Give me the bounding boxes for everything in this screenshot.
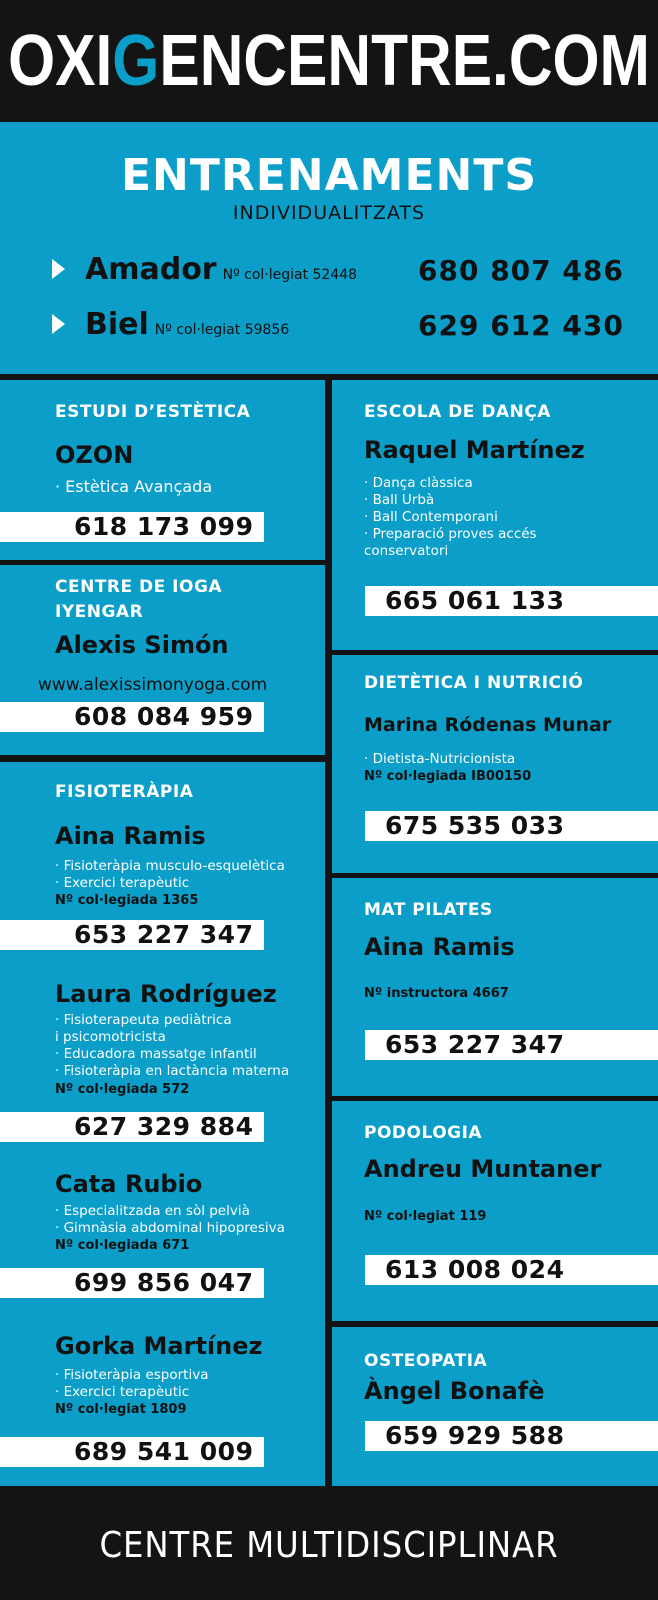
category-label-line2: IYENGAR bbox=[55, 602, 144, 622]
website-link[interactable]: www.alexissimonyoga.com bbox=[38, 675, 268, 695]
phone-number[interactable]: 699 856 047 bbox=[74, 1268, 254, 1297]
category-label: MAT PILATES bbox=[364, 900, 493, 920]
service-detail: · Exercici terapèutic bbox=[55, 1384, 190, 1400]
category-label: OSTEOPATIA bbox=[364, 1351, 488, 1371]
registration-number: Nº col·legiat 119 bbox=[364, 1209, 487, 1224]
trainer-row bbox=[52, 252, 357, 286]
section-osteopatia bbox=[332, 1327, 658, 1486]
section-podologia bbox=[332, 1101, 658, 1321]
phone-bar bbox=[0, 1112, 264, 1142]
phone-bar bbox=[365, 586, 658, 616]
service-detail: · Estètica Avançada bbox=[55, 477, 213, 496]
phone-number[interactable]: 659 929 588 bbox=[385, 1421, 565, 1450]
phone-number[interactable]: 665 061 133 bbox=[385, 586, 565, 615]
category-label: ESCOLA DE DANÇA bbox=[364, 402, 551, 422]
logo-prefix: OXI bbox=[8, 21, 113, 101]
phone-number[interactable]: 627 329 884 bbox=[74, 1112, 254, 1141]
phone-number[interactable]: 653 227 347 bbox=[385, 1030, 565, 1059]
trainer-registration: Nº col·legiat 52448 bbox=[222, 267, 358, 283]
service-detail: · Educadora massatge infantil bbox=[55, 1046, 257, 1062]
phone-bar bbox=[0, 512, 264, 542]
registration-number: Nº instructora 4667 bbox=[364, 986, 509, 1001]
section-pilates bbox=[332, 878, 658, 1096]
provider-name: Cata Rubio bbox=[55, 1170, 203, 1198]
category-label: DIETÈTICA I NUTRICIÓ bbox=[364, 673, 584, 693]
provider-name: Alexis Simón bbox=[55, 631, 229, 659]
provider-name: Gorka Martínez bbox=[55, 1332, 263, 1360]
service-detail: · Dança clàssica bbox=[364, 475, 473, 491]
provider-name: Aina Ramis bbox=[364, 933, 515, 961]
provider-name: Andreu Muntaner bbox=[364, 1155, 602, 1183]
registration-number: Nº col·legiada 671 bbox=[55, 1238, 190, 1253]
service-detail: · Fisioteràpia en lactància materna bbox=[55, 1063, 290, 1079]
registration-number: Nº col·legiada 1365 bbox=[55, 893, 199, 908]
trainer-phone[interactable]: 629 612 430 bbox=[418, 309, 624, 342]
registration-number: Nº col·legiat 1809 bbox=[55, 1402, 187, 1417]
arrow-right-icon bbox=[52, 314, 65, 334]
phone-number[interactable]: 608 084 959 bbox=[74, 702, 254, 731]
category-label: FISIOTERÀPIA bbox=[55, 782, 194, 802]
provider-name: Marina Ródenas Munar bbox=[364, 714, 612, 736]
service-detail: · Especialitzada en sòl pelvià bbox=[55, 1203, 250, 1219]
trainer-name: Amador bbox=[85, 252, 217, 287]
category-label: ESTUDI D’ESTÈTICA bbox=[55, 402, 251, 422]
trainer-row bbox=[52, 307, 289, 341]
section-dietetica bbox=[332, 655, 658, 873]
phone-number[interactable]: 613 008 024 bbox=[385, 1255, 565, 1284]
provider-name: OZON bbox=[55, 441, 134, 469]
phone-bar bbox=[0, 1437, 264, 1467]
phone-number[interactable]: 653 227 347 bbox=[74, 920, 254, 949]
provider-name: Aina Ramis bbox=[55, 822, 206, 850]
header bbox=[0, 0, 658, 122]
section-fisioterapia bbox=[0, 762, 325, 1486]
phone-bar bbox=[365, 1030, 658, 1060]
phone-number[interactable]: 618 173 099 bbox=[74, 512, 254, 541]
phone-bar bbox=[0, 1268, 264, 1298]
service-detail: · Ball Contemporani bbox=[364, 509, 498, 525]
phone-bar bbox=[0, 702, 264, 732]
phone-bar bbox=[365, 1255, 658, 1285]
trainer-registration: Nº col·legiat 59856 bbox=[154, 322, 290, 338]
phone-bar bbox=[0, 920, 264, 950]
service-detail: · Gimnàsia abdominal hipopresiva bbox=[55, 1220, 285, 1236]
registration-number: Nº col·legiada IB00150 bbox=[364, 769, 532, 784]
logo-g: G bbox=[112, 21, 160, 101]
phone-bar bbox=[365, 1421, 658, 1451]
training-title: ENTRENAMENTS bbox=[120, 150, 538, 201]
service-detail: · Fisioterapeuta pediàtrica bbox=[55, 1012, 232, 1028]
footer bbox=[0, 1490, 658, 1600]
provider-name: Raquel Martínez bbox=[364, 436, 585, 464]
section-estetica bbox=[0, 380, 325, 560]
service-detail: · Dietista-Nutricionista bbox=[364, 751, 516, 767]
trainer-phone[interactable]: 680 807 486 bbox=[418, 254, 624, 287]
category-label: CENTRE DE IOGA bbox=[55, 577, 223, 597]
logo-suffix: ENCENTRE.COM bbox=[159, 21, 650, 101]
training-subtitle: INDIVIDUALITZATS bbox=[232, 202, 426, 224]
phone-number[interactable]: 689 541 009 bbox=[74, 1437, 254, 1466]
arrow-right-icon bbox=[52, 259, 65, 279]
service-detail: · Exercici terapèutic bbox=[55, 875, 190, 891]
provider-name: Àngel Bonafè bbox=[364, 1377, 545, 1405]
trainer-name: Biel bbox=[85, 307, 149, 342]
section-ioga bbox=[0, 565, 325, 755]
category-label: PODOLOGIA bbox=[364, 1123, 483, 1143]
training-panel bbox=[0, 122, 658, 374]
section-danca bbox=[332, 380, 658, 650]
phone-bar bbox=[365, 811, 658, 841]
service-detail: · Preparació proves accés bbox=[364, 526, 537, 542]
service-detail: conservatori bbox=[364, 543, 449, 559]
service-detail: i psicomotricista bbox=[55, 1029, 166, 1045]
footer-text: CENTRE MULTIDISCIPLINAR bbox=[99, 1524, 559, 1566]
provider-name: Laura Rodríguez bbox=[55, 980, 277, 1008]
service-detail: · Fisioteràpia musculo-esquelètica bbox=[55, 858, 285, 874]
service-detail: · Fisioteràpia esportiva bbox=[55, 1367, 209, 1383]
service-detail: · Ball Urbà bbox=[364, 492, 435, 508]
phone-number[interactable]: 675 535 033 bbox=[385, 811, 565, 840]
registration-number: Nº col·legiada 572 bbox=[55, 1082, 190, 1097]
logo bbox=[8, 21, 650, 101]
